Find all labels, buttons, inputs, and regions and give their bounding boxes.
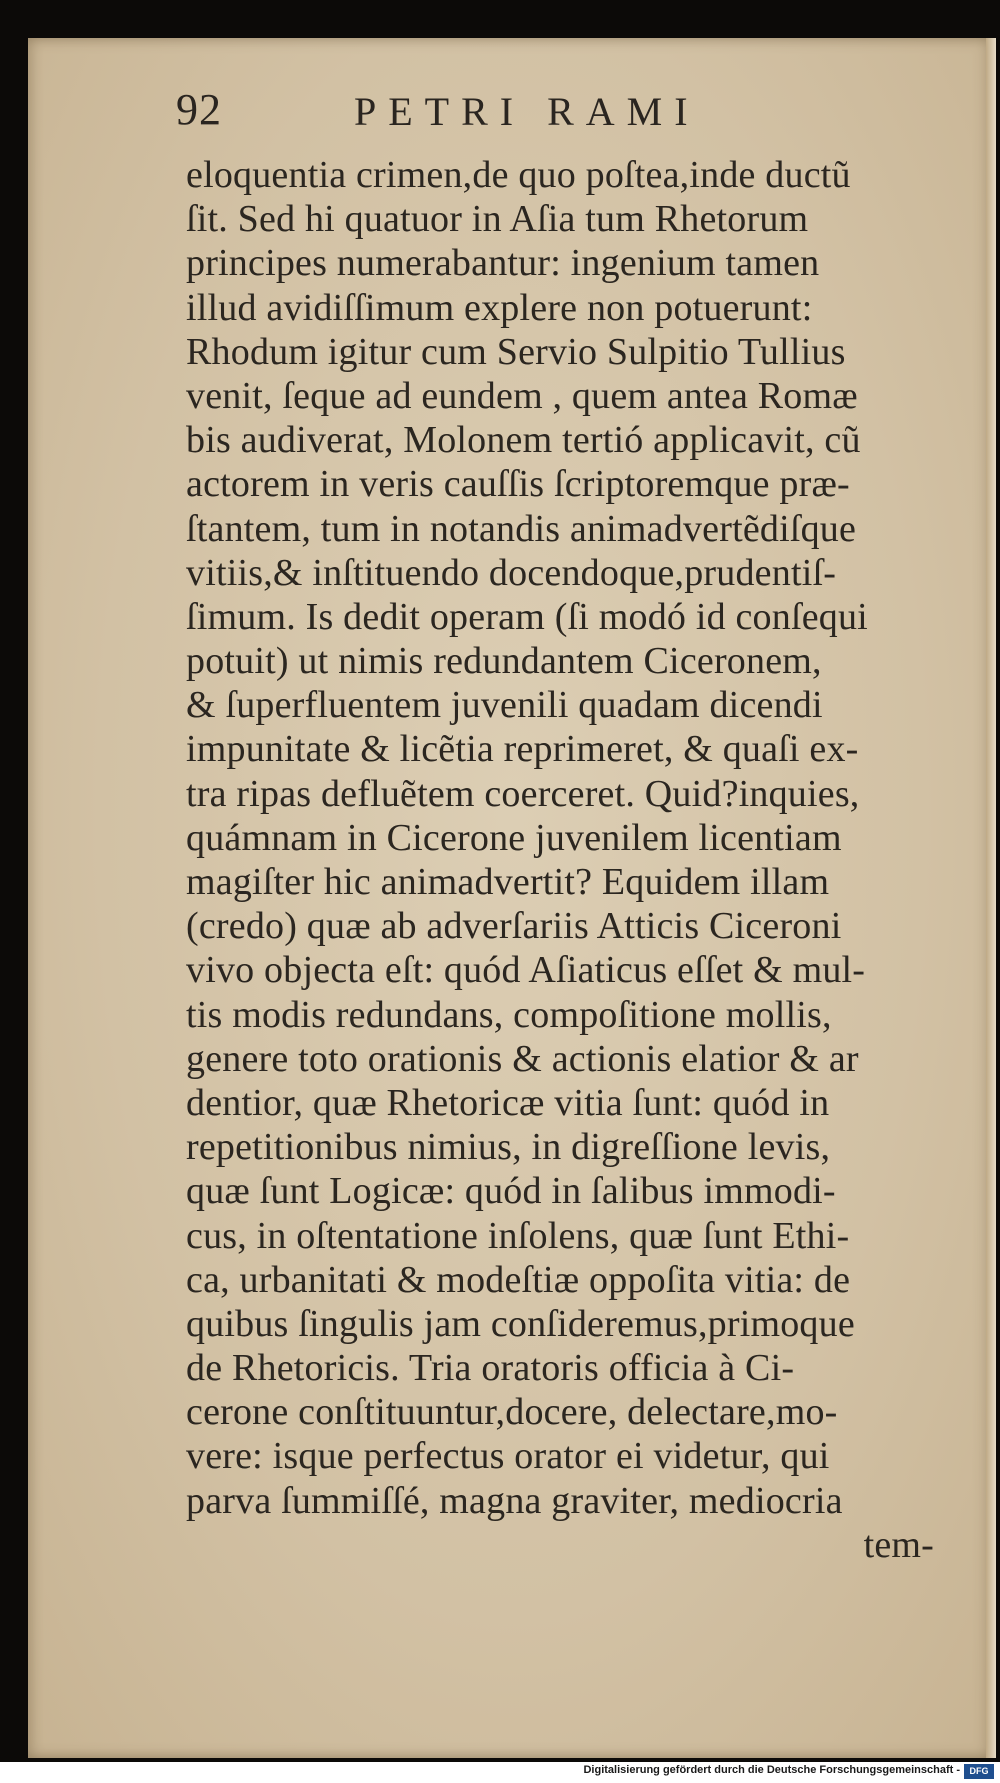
text-line: ca, urbanitati & modeſtiæ oppoſita vitia: de — [186, 1258, 851, 1301]
text-line: vitiis,& inſtituendo docendoque,prudentiſ- — [186, 551, 837, 594]
text-line: quámnam in Cicerone juvenilem licentiam — [186, 816, 842, 859]
text-line: parva ſummiſſé, magna graviter, mediocria — [186, 1479, 843, 1522]
running-title: PETRI RAMI — [354, 89, 700, 134]
body-text — [186, 153, 934, 1567]
funding-credit: Digitalisierung gefördert durch die Deutsche Forschungsgemeinschaft - — [583, 1764, 960, 1776]
text-line: impunitate & licẽtia reprimeret, & quaſi ex- — [186, 728, 859, 771]
text-line: eloquentia crimen,de quo poſtea,inde ductũ — [186, 154, 851, 196]
catchword: tem- — [863, 1523, 934, 1566]
page-header — [176, 82, 736, 142]
text-line: ſit. Sed hi quatuor in Aſia tum Rhetorum — [186, 198, 809, 241]
page-edge — [986, 38, 996, 1758]
text-line: tra ripas defluẽtem coerceret. Quid?inquies, — [186, 772, 860, 815]
text-line: venit, ſeque ad eundem , quem antea Romæ — [186, 374, 858, 417]
text-line: repetitionibus nimius, in digreſſione levis, — [186, 1126, 831, 1169]
text-line: (credo) quæ ab adverſariis Atticis Ciceroni — [186, 905, 842, 948]
text-line: de Rhetoricis. Tria oratoris officia à Ci- — [186, 1347, 795, 1390]
text-line: potuit) ut nimis redundantem Ciceronem, — [186, 640, 822, 683]
text-line: ſimum. Is dedit operam (ſi modó id conſequi — [186, 595, 868, 638]
digitization-footer — [0, 1762, 1000, 1783]
text-line: genere toto orationis & actionis elatior & ar — [186, 1037, 859, 1080]
text-line: vere: isque perfectus orator ei videtur, qui — [186, 1435, 830, 1478]
text-line: vivo objecta eſt: quód Aſiaticus eſſet & mul- — [186, 949, 866, 992]
text-line: illud avidiſſimum explere non potuerunt: — [186, 286, 813, 329]
text-line: quæ ſunt Logicæ: quód in ſalibus immodi- — [186, 1170, 836, 1213]
text-line: dentior, quæ Rhetoricæ vitia ſunt: quód in — [186, 1081, 830, 1124]
text-line: actorem in veris cauſſis ſcriptoremque præ- — [186, 463, 850, 506]
text-line: ſtantem, tum in notandis animadvertẽdiſque — [186, 507, 857, 550]
page-number: 92 — [176, 85, 222, 134]
text-line: principes numerabantur: ingenium tamen — [186, 242, 820, 285]
text-line: cus, in oſtentatione inſolens, quæ ſunt Ethi- — [186, 1214, 850, 1257]
text-line: bis audiverat, Molonem tertió applicavit, cũ — [186, 419, 861, 462]
text-line: Rhodum igitur cum Servio Sulpitio Tullius — [186, 330, 846, 373]
text-line: magiſter hic animadvertit? Equidem illam — [186, 861, 830, 903]
dfg-logo-icon: DFG — [964, 1764, 994, 1779]
text-line: tis modis redundans, compoſitione mollis, — [186, 993, 832, 1036]
text-line: cerone conſtituuntur,docere, delectare,mo- — [186, 1391, 838, 1434]
text-line: & ſuperfluentem juvenili quadam dicendi — [186, 684, 823, 727]
text-line: quibus ſingulis jam conſideremus,primoque — [186, 1302, 855, 1345]
